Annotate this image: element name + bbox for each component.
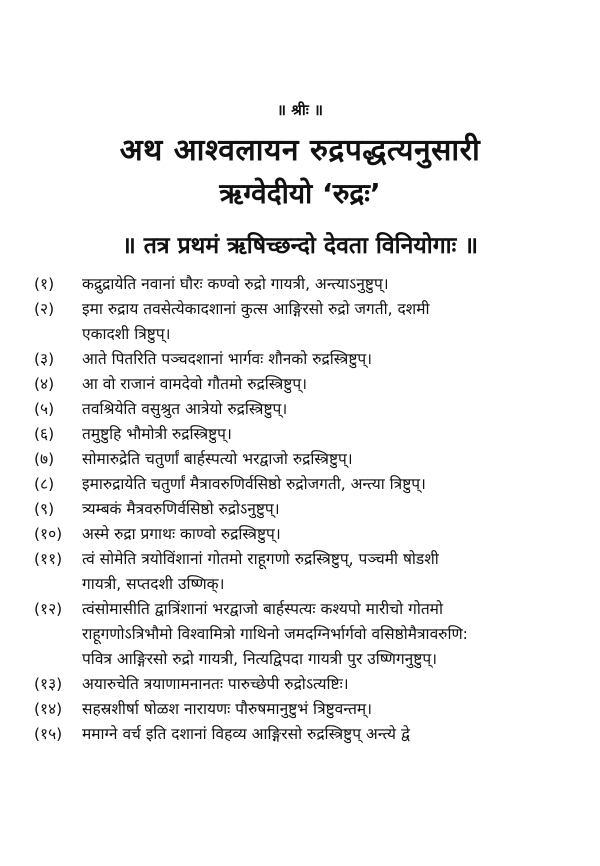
verse-line: एकादशी त्रिष्टुप्। [82,325,171,343]
verse-line: पवित्र आङ्गिरसो रुद्रो गायत्री, नित्यद्विपदा गायत्री पुर उष्णिगनुष्टुप्। [82,650,438,668]
verse-text [82,347,590,372]
verse-line: इमा रुद्राय तवसेत्येकादशानां कुत्स आङ्गिरसो रुद्रो जगती, दशमी [82,300,430,318]
verse-item [34,547,590,597]
viniyoga-heading: ॥ तत्र प्रथमं ऋषिच्छन्दो देवता विनियोगाः ॥ [121,233,479,259]
verse-item [34,522,590,547]
verse-number: (२) [34,300,55,318]
verse-line: अस्मे रुद्रा प्रगाथः काण्वो रुद्रस्त्रिष्टुप्। [82,525,281,543]
verse-number: (१४) [34,700,63,718]
verse-number: (१०) [34,525,63,543]
verse-number: (५) [34,400,55,418]
verse-item [34,347,590,372]
verse-line: सोमारुद्रेति चतुर्णां बार्हस्पत्यो भरद्वाजो रुद्रस्त्रिष्टुप्। [82,450,353,468]
verse-item [34,447,590,472]
verse-item [34,497,590,522]
verse-item [34,422,590,447]
verse-text [82,722,590,747]
verse-line: अयारुचेति त्रयाणामनानतः पारुच्छेपी रुद्रोऽत्यष्टिः। [82,675,349,693]
verse-item [34,372,590,397]
verse-item [34,397,590,422]
verse-item [34,722,590,747]
verse-line: इमारुद्रायेति चतुर्णां मैत्रावरुणिर्वसिष्ठो रुद्रोजगती, अन्त्या त्रिष्टुप्। [82,475,426,493]
verse-item [34,672,590,697]
verse-number: (४) [34,375,55,393]
verse-number: (१३) [34,675,63,693]
verse-item [34,472,590,497]
verse-line: आ वो राजानं वामदेवो गौतमो रुद्रस्त्रिष्टुप्। [82,375,308,393]
verse-text [82,397,590,422]
verse-number: (११) [34,550,63,568]
verse-line: राहूगणोऽत्रिभौमो विश्वामित्रो गाथिनो जमदग्निर्भार्गवो वसिष्ठोमैत्रावरुणि: [82,625,468,643]
verse-line: गायत्री, सप्तदशी उष्णिक्। [82,575,225,593]
verse-item [34,697,590,722]
verse-line: तमुष्टुहि भौमोत्री रुद्रस्त्रिष्टुप्। [82,425,232,443]
verse-text [82,447,590,472]
verse-text [82,597,590,672]
verse-text [82,372,590,397]
verse-item [34,597,590,672]
verse-text [82,272,590,297]
verse-line: सहस्रशीर्षा षोळश नारायणः पौरुषमानुष्टुभं त्रिष्टुवन्तम्। [82,700,373,718]
verse-text [82,522,590,547]
verse-number: (३) [34,350,55,368]
verse-line: ममाग्ने वर्च इति दशानां विहव्य आङ्गिरसो रुद्रस्त्रिष्टुप् अन्त्ये द्वे [82,725,410,743]
verse-item [34,272,590,297]
title-line-1: अथ आश्वलायन रुद्रपद्धत्यनुसारी [119,133,481,168]
verse-text [82,697,590,722]
verse-item [34,297,590,347]
verse-number: (८) [34,475,55,493]
verse-text [82,297,590,347]
verse-line: त्वं सोमेति त्रयोविंशानां गोतमो राहूगणो रुद्रस्त्रिष्टुप्, पञ्चमी षोडशी [82,550,439,568]
verse-text [82,672,590,697]
verse-text [82,422,590,447]
verse-list [34,272,590,747]
verse-number: (७) [34,450,55,468]
title-line-2: ऋग्वेदीयो ‘रुद्रः’ [219,177,381,210]
verse-number: (१५) [34,725,63,743]
verse-line: आते पितरिति पञ्चदशानां भार्गवः शौनको रुद्रस्त्रिष्टुप्। [82,350,373,368]
verse-line: त्र्यम्बकं मैत्रवरुणिर्वसिष्ठो रुद्रोऽनुष्टुप्। [82,500,280,518]
verse-text [82,547,590,597]
verse-line: कद्रुद्रायेति नवानां घौरः कण्वो रुद्रो गायत्री, अन्त्याऽनुष्टुप्। [82,275,389,293]
verse-number: (१२) [34,600,63,618]
verse-number: (१) [34,275,55,293]
shri-invocation: ॥ श्रीः ॥ [277,101,323,119]
verse-text [82,472,590,497]
verse-number: (६) [34,425,55,443]
verse-text [82,497,590,522]
verse-number: (९) [34,500,55,518]
verse-line: त्वंसोमासीति द्वात्रिंशानां भरद्वाजो बार्हस्पत्यः कश्यपो मारीचो गोतमो [82,600,443,618]
verse-line: तवश्रियेति वसुश्रुत आत्रेयो रुद्रस्त्रिष्टुप्। [82,400,288,418]
